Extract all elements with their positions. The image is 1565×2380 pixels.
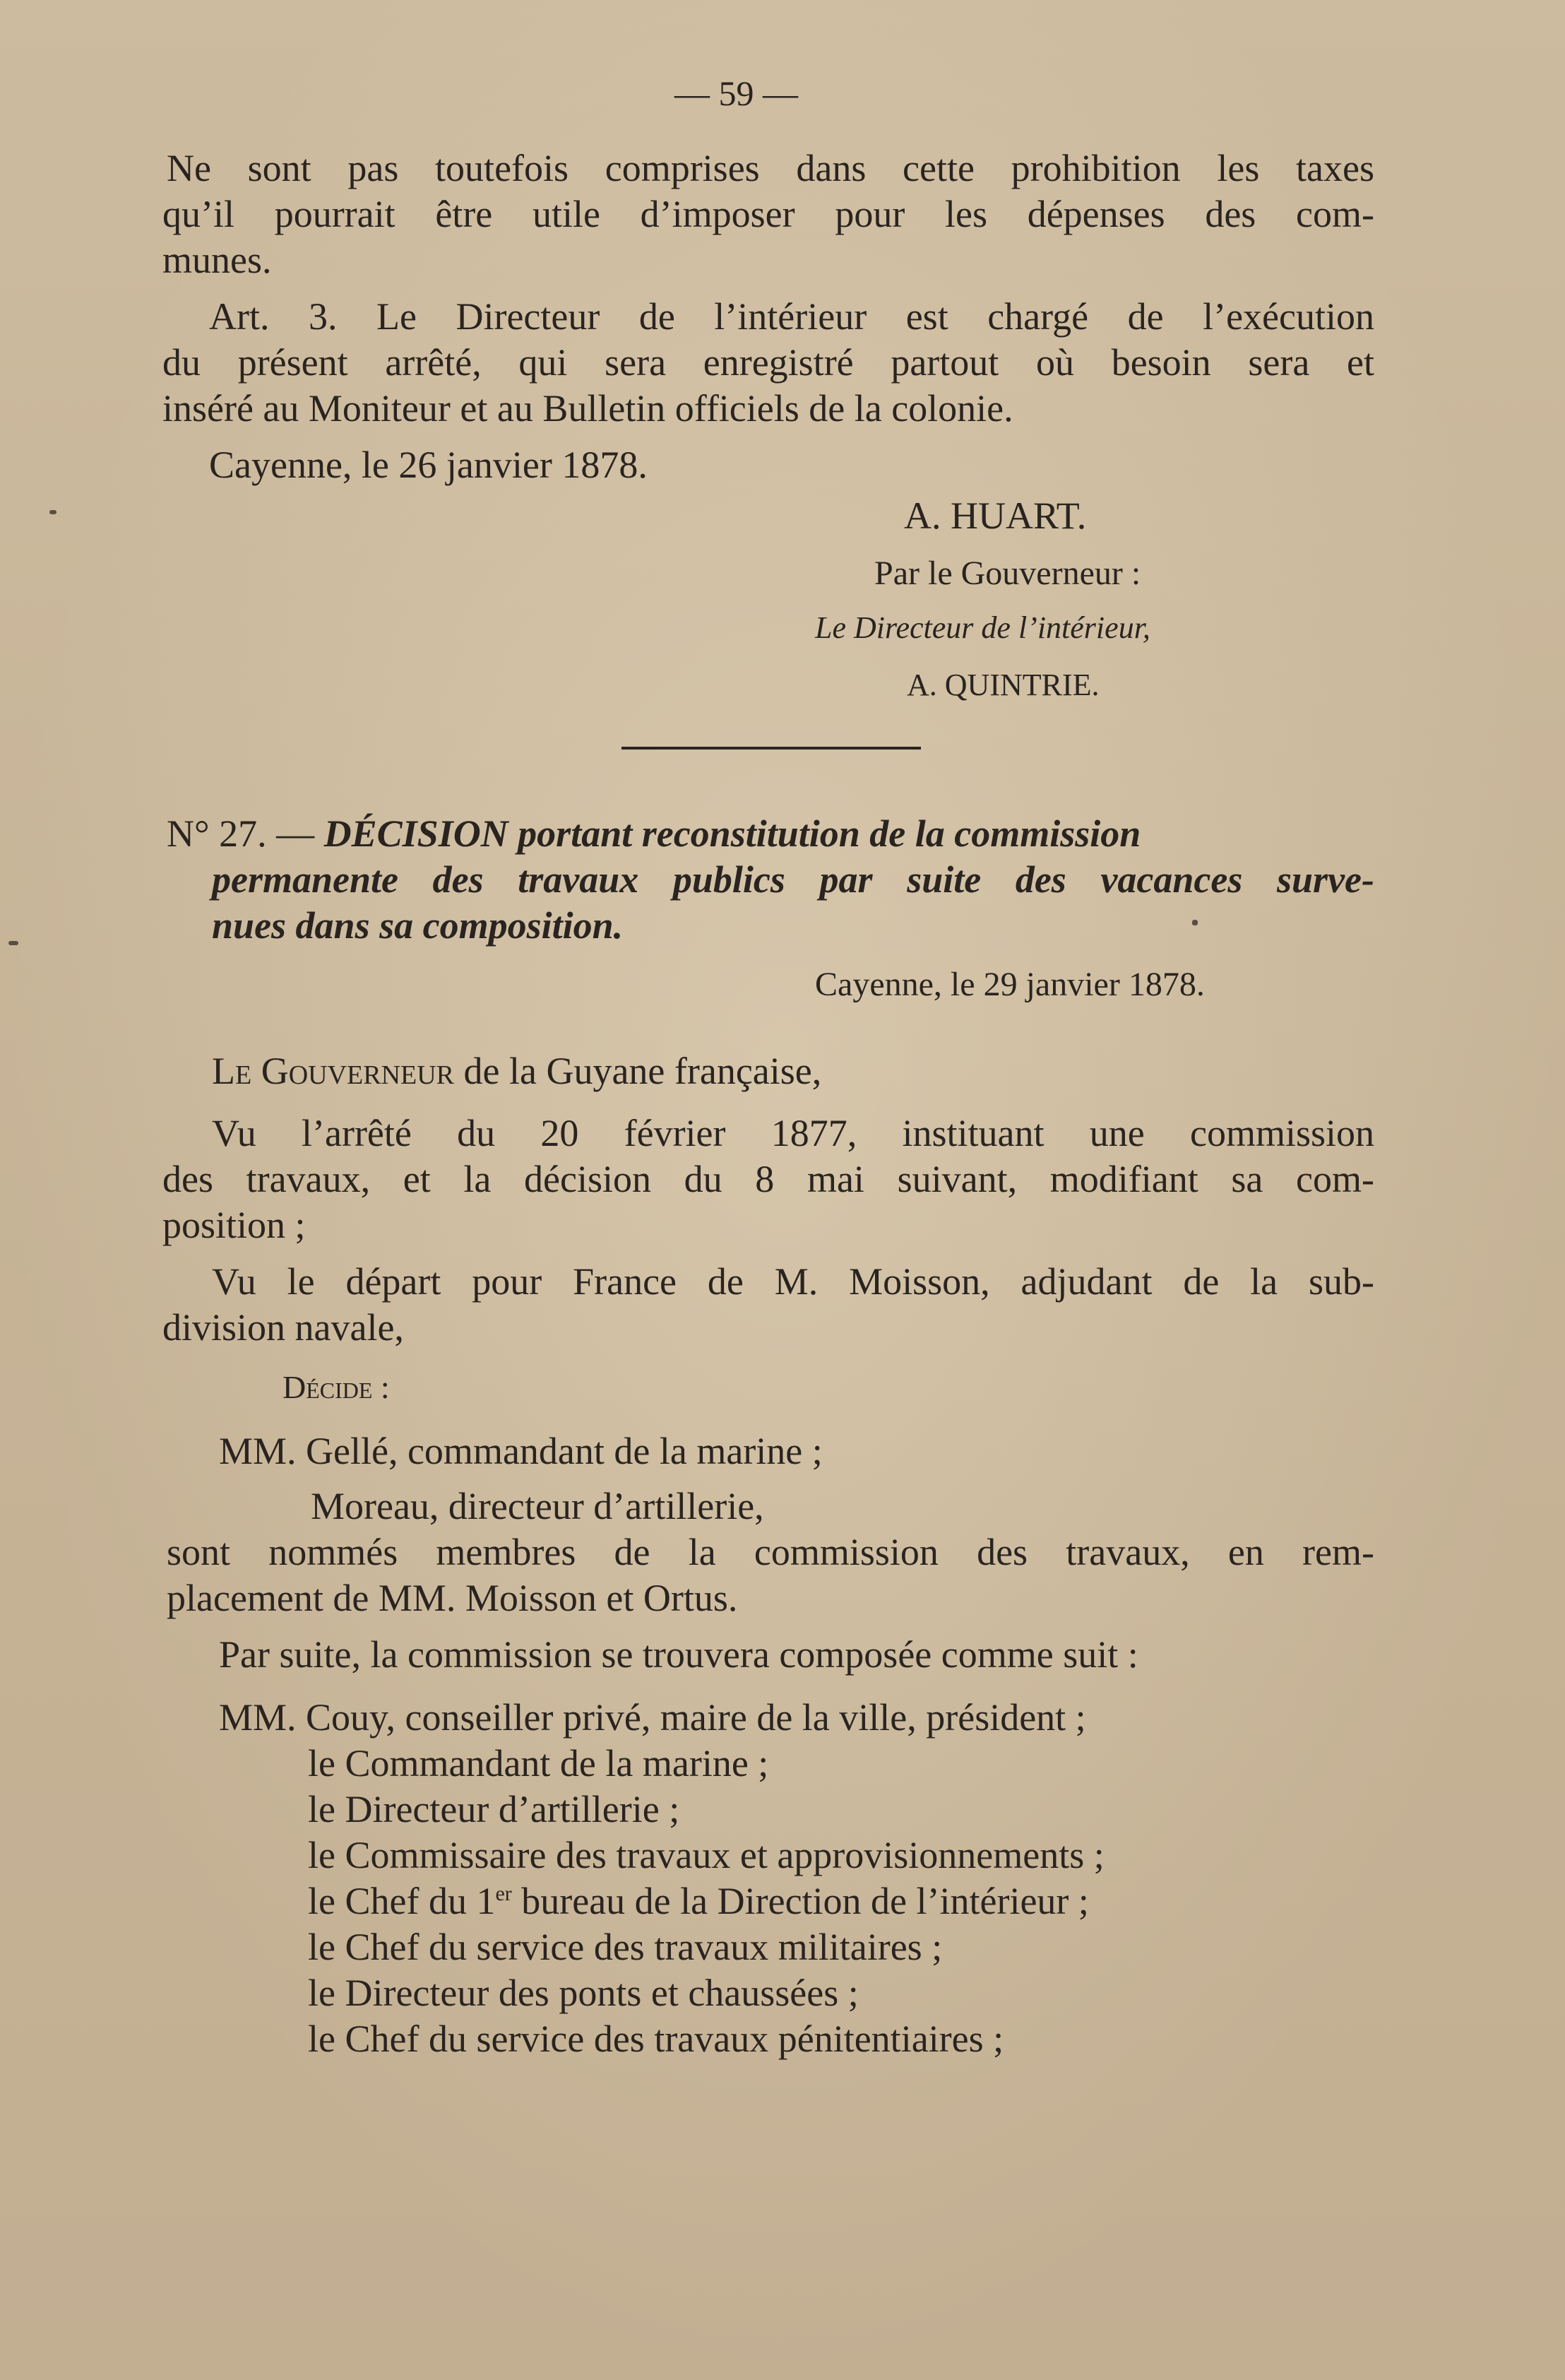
- signature-line: Par le Gouverneur :: [874, 555, 1141, 592]
- text-line: Moreau, directeur d’artillerie,: [311, 1485, 764, 1527]
- text-span: le Chef du 1: [308, 1880, 496, 1922]
- decision-title: nues dans sa composition.: [212, 904, 624, 947]
- decision-date: Cayenne, le 29 janvier 1878.: [815, 966, 1205, 1003]
- page-number: — 59 —: [674, 73, 798, 113]
- member-line: [308, 1878, 1089, 1924]
- member-line: MM. Couy, conseiller privé, maire de la ville, président ;: [219, 1696, 1086, 1739]
- text-line: Art. 3. Le Directeur de l’intérieur est chargé de l’exécution: [209, 295, 1374, 338]
- paper-speck: [8, 941, 18, 945]
- text-line: Vu le départ pour France de M. Moisson, adjudant de la sub-: [212, 1260, 1374, 1303]
- text-line: MM. Gellé, commandant de la marine ;: [219, 1430, 823, 1472]
- signature-governor: A. HUART.: [904, 495, 1087, 537]
- text-line: qu’il pourrait être utile d’imposer pour les dépenses des com-: [162, 193, 1374, 235]
- text-line: Cayenne, le 26 janvier 1878.: [209, 444, 648, 486]
- governor-title: Le Gouverneur: [212, 1050, 455, 1092]
- signature-director: A. QUINTRIE.: [907, 668, 1100, 702]
- member-line: le Chef du service des travaux pénitentiaires ;: [308, 2018, 1004, 2060]
- ordinal-superscript: er: [495, 1882, 512, 1905]
- text-line: Ne sont pas toutefois comprises dans cette prohibition les taxes: [167, 147, 1374, 189]
- text-line: du présent arrêté, qui sera enregistré partout où besoin sera et: [162, 341, 1374, 384]
- decision-title: permanente des travaux publics par suite des vacances surve-: [212, 858, 1374, 901]
- member-line: le Commandant de la marine ;: [308, 1742, 769, 1784]
- paper-speck: [1192, 920, 1198, 925]
- decision-title: DÉCISION portant reconstitution de la commission: [323, 812, 1141, 855]
- text-line: Par suite, la commission se trouvera composée comme suit :: [219, 1633, 1138, 1676]
- text-line: sont nommés membres de la commission des travaux, en rem-: [167, 1531, 1374, 1573]
- text-line: [212, 1048, 821, 1094]
- text-line: inséré au Moniteur et au Bulletin officiels de la colonie.: [162, 387, 1013, 430]
- text-line: position ;: [162, 1204, 306, 1246]
- text-line: Vu l’arrêté du 20 février 1877, instituant une commission: [212, 1112, 1374, 1154]
- member-line: le Directeur d’artillerie ;: [308, 1788, 680, 1830]
- text-line: placement de MM. Moisson et Ortus.: [167, 1577, 738, 1619]
- decide-heading: Décide :: [282, 1369, 390, 1405]
- section-divider: [621, 747, 921, 750]
- text-span: bureau de la Direction de l’intérieur ;: [511, 1880, 1089, 1922]
- member-line: le Directeur des ponts et chaussées ;: [308, 1972, 859, 2014]
- decision-heading: [167, 811, 1379, 856]
- signature-line: Le Directeur de l’intérieur,: [815, 610, 1150, 645]
- paper-speck: [49, 510, 56, 514]
- text-span: de la Guyane française,: [454, 1050, 822, 1092]
- member-line: le Commissaire des travaux et approvisionnements ;: [308, 1834, 1105, 1876]
- text-line: munes.: [162, 239, 272, 281]
- text-line: division navale,: [162, 1306, 404, 1349]
- text-line: des travaux, et la décision du 8 mai suivant, modifiant sa com-: [162, 1158, 1374, 1200]
- member-line: le Chef du service des travaux militaires ;: [308, 1926, 943, 1968]
- decision-number: N° 27. —: [167, 812, 324, 855]
